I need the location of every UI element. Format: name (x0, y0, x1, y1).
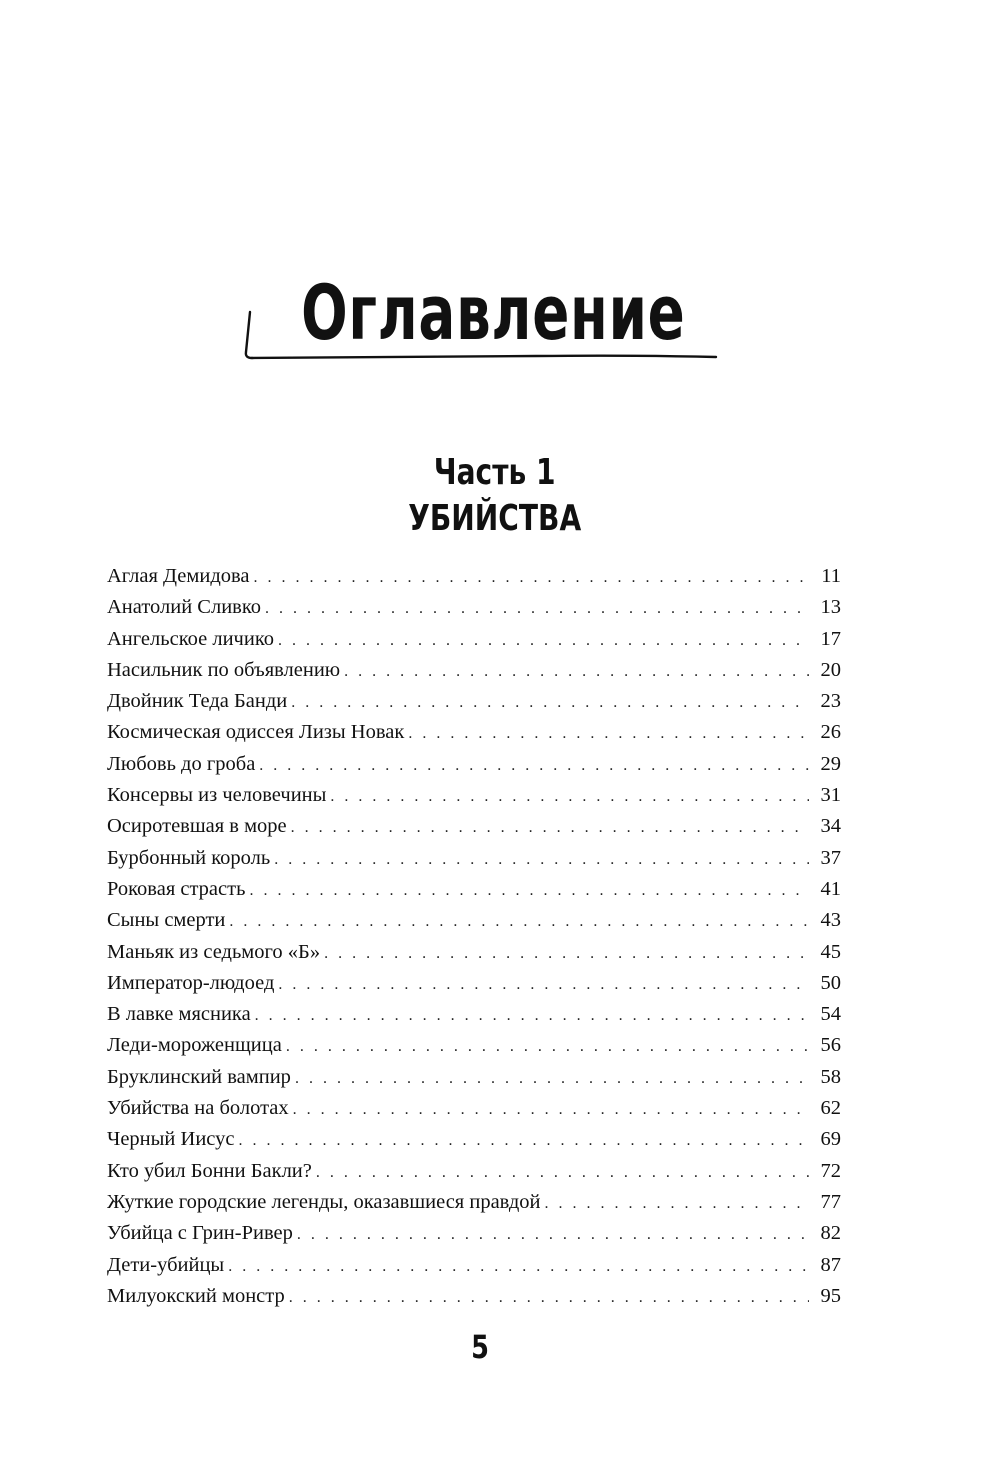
toc-entry[interactable] (107, 999, 841, 1030)
toc-entry[interactable] (107, 686, 841, 717)
toc-entry-title: Жуткие городские легенды, оказавшиеся правдой (107, 1190, 541, 1213)
toc-entry-title: Черный Иисус (107, 1128, 235, 1151)
part-title-heading: УБИЙСТВА (408, 498, 582, 539)
toc-entry[interactable] (107, 905, 841, 936)
toc-entry[interactable] (107, 968, 841, 999)
toc-leader-dots (259, 750, 809, 781)
toc-entry-page: 29 (820, 752, 841, 775)
toc-leader-dots (274, 844, 809, 875)
toc-entry[interactable] (107, 1062, 841, 1093)
toc-entry[interactable] (107, 1250, 841, 1281)
toc-entry-page: 43 (820, 909, 841, 932)
toc-entry-title: Император-людоед (107, 971, 275, 994)
toc-leader-dots (291, 687, 809, 718)
toc-entry-title: Любовь до гроба (107, 752, 256, 775)
toc-entry-title: Консервы из человечины (107, 784, 327, 807)
toc-entry[interactable] (107, 561, 841, 592)
toc-leader-dots (293, 1094, 809, 1125)
toc-leader-dots (286, 1031, 809, 1062)
toc-entry-title: Дети-убийцы (107, 1253, 225, 1276)
toc-entry-title: Маньяк из седьмого «Б» (107, 940, 321, 963)
toc-entry-page: 23 (820, 690, 841, 713)
toc-entry[interactable] (107, 655, 841, 686)
page-number: 5 (471, 1328, 489, 1366)
toc-entry-page: 72 (820, 1159, 841, 1182)
underline-hook-stroke (246, 312, 252, 358)
toc-leader-dots (408, 718, 809, 749)
part-number-heading: Часть 1 (433, 452, 556, 493)
toc-leader-dots (291, 812, 809, 843)
toc-entry-page: 17 (820, 627, 841, 650)
toc-leader-dots (344, 656, 809, 687)
toc-entry-page: 26 (820, 721, 841, 744)
toc-leader-dots (238, 1125, 809, 1156)
toc-entry[interactable] (107, 937, 841, 968)
toc-leader-dots (324, 938, 809, 969)
toc-leader-dots (295, 1063, 809, 1094)
toc-leader-dots (278, 969, 809, 1000)
toc-entry[interactable] (107, 1124, 841, 1155)
toc-entry-page: 11 (821, 565, 841, 587)
toc-entry-page: 13 (820, 596, 841, 619)
toc-entry-title: Бруклинский вампир (107, 1065, 291, 1088)
toc-leader-dots (229, 906, 809, 937)
toc-entry-title: Осиротевшая в море (107, 815, 287, 838)
toc-entry[interactable] (107, 1218, 841, 1249)
toc-leader-dots (330, 781, 809, 812)
toc-entry-title: Убийства на болотах (107, 1097, 289, 1120)
toc-entry[interactable] (107, 749, 841, 780)
toc-entry-page: 37 (820, 846, 841, 869)
toc-entry-page: 41 (820, 877, 841, 900)
toc-entry-page: 54 (820, 1003, 841, 1026)
toc-entry-title: Аглая Демидова (107, 565, 250, 587)
toc-entry-page: 45 (820, 940, 841, 963)
toc-entry-title: Бурбонный король (107, 846, 271, 869)
toc-entry[interactable] (107, 717, 841, 748)
toc-entry[interactable] (107, 843, 841, 874)
toc-entry[interactable] (107, 874, 841, 905)
toc-entry-page: 58 (820, 1065, 841, 1088)
toc-leader-dots (255, 1000, 809, 1031)
toc-entry-title: Сыны смерти (107, 909, 226, 932)
toc-entry-title: Двойник Теда Банди (107, 690, 288, 713)
toc-leader-dots (297, 1219, 809, 1250)
toc-leader-dots (254, 562, 809, 593)
toc-entry[interactable] (107, 1030, 841, 1061)
toc-entry-title: Кто убил Бонни Бакли? (107, 1159, 312, 1182)
toc-entry-title: Милуокский монстр (107, 1284, 285, 1307)
toc-leader-dots (545, 1188, 810, 1219)
toc-entry[interactable] (107, 780, 841, 811)
toc-entry-title: Насильник по объявлению (107, 658, 341, 681)
toc-entry-title: Анатолий Сливко (107, 596, 262, 619)
title-underline-decoration (236, 300, 726, 370)
toc-entry-title: Ангельское личико (107, 627, 274, 650)
toc-entry[interactable] (107, 1281, 841, 1312)
toc-entry-page: 82 (820, 1222, 841, 1245)
toc-leader-dots (278, 625, 809, 656)
toc-entry[interactable] (107, 1187, 841, 1218)
toc-entry-title: Леди-мороженщица (107, 1034, 282, 1057)
toc-entry-page: 56 (820, 1034, 841, 1057)
toc-entry-page: 77 (820, 1190, 841, 1213)
underline-main-stroke (252, 356, 716, 358)
toc-entry[interactable] (107, 811, 841, 842)
toc-entry[interactable] (107, 592, 841, 623)
toc-entry-page: 87 (820, 1253, 841, 1276)
toc-entry-page: 31 (820, 784, 841, 807)
toc-entry-page: 50 (820, 971, 841, 994)
toc-leader-dots (265, 593, 809, 624)
toc-entry-page: 20 (820, 658, 841, 681)
toc-entry[interactable] (107, 1156, 841, 1187)
toc-entry-title: Роковая страсть (107, 877, 246, 900)
toc-entry-page: 34 (820, 815, 841, 838)
toc-entry-title: Убийца с Грин-Ривер (107, 1222, 293, 1245)
toc-leader-dots (289, 1282, 809, 1313)
toc-leader-dots (316, 1157, 809, 1188)
toc-entry-title: В лавке мясника (107, 1003, 251, 1026)
toc-leader-dots (228, 1251, 809, 1282)
toc-entry-title: Космическая одиссея Лизы Новак (107, 721, 405, 744)
toc-leader-dots (249, 875, 809, 906)
toc-entry-page: 69 (820, 1128, 841, 1151)
table-of-contents (107, 561, 841, 1312)
toc-entry[interactable] (107, 1093, 841, 1124)
toc-entry-page: 95 (820, 1284, 841, 1307)
toc-entry-page: 62 (820, 1097, 841, 1120)
toc-entry[interactable] (107, 624, 841, 655)
page-title: Оглавление (301, 268, 686, 357)
